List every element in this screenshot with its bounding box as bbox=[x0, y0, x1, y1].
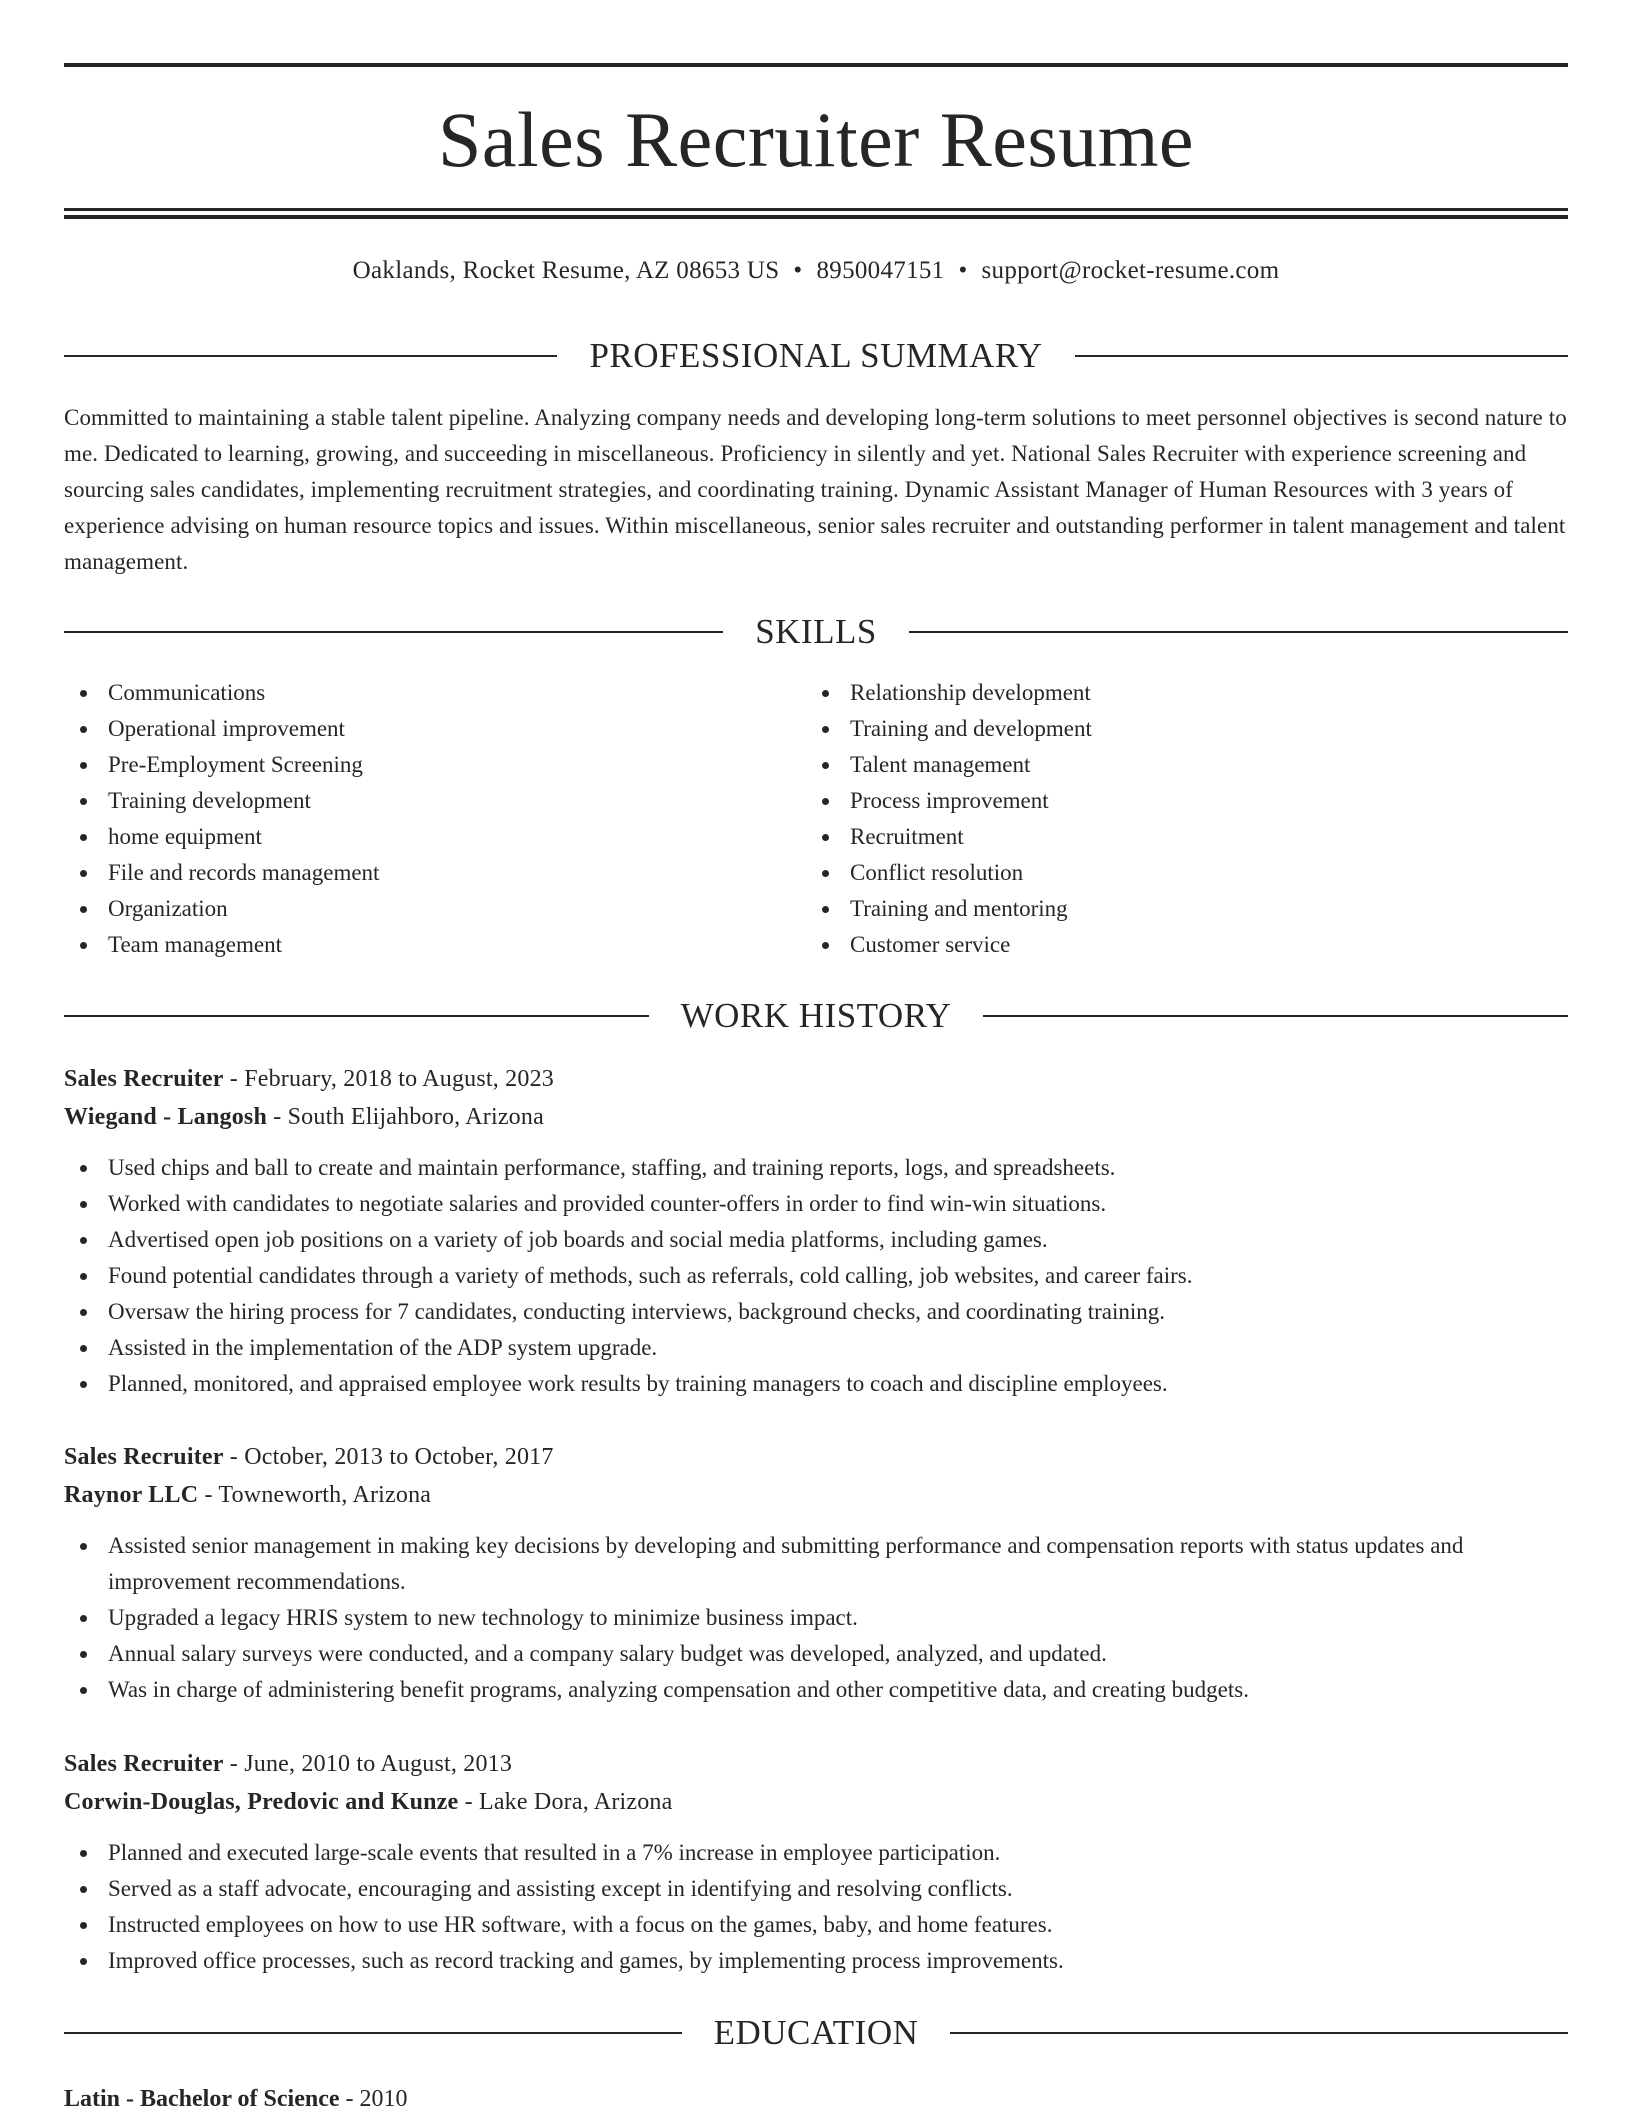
skills-heading bbox=[64, 612, 1568, 652]
job-dates: - June, 2010 to August, 2013 bbox=[223, 1751, 513, 1777]
job-dates: - October, 2013 to October, 2017 bbox=[223, 1444, 554, 1470]
job-title: Sales Recruiter bbox=[64, 1066, 224, 1092]
job-bullet: Instructed employees on how to use HR software, with a focus on the games, baby, and home features. bbox=[64, 1907, 1568, 1943]
contact-email: support@rocket-resume.com bbox=[981, 257, 1280, 284]
section-title: EDUCATION bbox=[713, 2013, 919, 2052]
summary-text: Committed to maintaining a stable talent pipeline. Analyzing company needs and developing long-term solutions to meet personnel objectives is second nature to me. Dedicated to learning, growing, and succeeding in miscellaneous. Proficiency in silently and yet. National Sales Recruiter with experience screening and sourcing sales candidates, implementing recruitment strategies, and coordinating training. Dynamic Assistant Manager of Human Resources with 3 years of experience advising on human resource topics and issues. Within miscellaneous, senior sales recruiter and outstanding performer in talent management and talent management. bbox=[64, 405, 1567, 574]
skill-item: Training development bbox=[64, 783, 764, 819]
skill-item: Organization bbox=[64, 891, 764, 927]
skills-column-right bbox=[806, 675, 1506, 963]
skill-item: Communications bbox=[64, 675, 764, 711]
job-bullet: Was in charge of administering benefit programs, analyzing compensation and other competitive data, and creating budgets. bbox=[64, 1672, 1568, 1708]
job-company: Corwin-Douglas, Predovic and Kunze bbox=[64, 1789, 459, 1815]
heading-rule bbox=[64, 355, 557, 357]
education-entry bbox=[64, 2080, 1568, 2118]
skill-item: Conflict resolution bbox=[806, 855, 1506, 891]
job-title: Sales Recruiter bbox=[64, 1444, 224, 1470]
summary-heading bbox=[64, 336, 1568, 376]
job-bullet: Advertised open job positions on a variety of job boards and social media platforms, including games. bbox=[64, 1222, 1568, 1258]
heading-rule bbox=[64, 2032, 682, 2034]
heading-rule bbox=[1075, 355, 1568, 357]
job-location: - South Elijahboro, Arizona bbox=[267, 1104, 544, 1130]
job-location: - Towneworth, Arizona bbox=[198, 1482, 432, 1508]
job-bullet: Planned, monitored, and appraised employee work results by training managers to coach and discipline employees. bbox=[64, 1366, 1568, 1402]
resume-title: Sales Recruiter Resume bbox=[437, 96, 1195, 183]
job-bullets bbox=[64, 1835, 1568, 1979]
job-bullet: Used chips and ball to create and maintain performance, staffing, and training reports, logs, and spreadsheets. bbox=[64, 1150, 1568, 1186]
job-bullet: Served as a staff advocate, encouraging and assisting except in identifying and resolving conflicts. bbox=[64, 1871, 1568, 1907]
job-company-line bbox=[64, 1476, 1568, 1514]
job-bullet: Upgraded a legacy HRIS system to new technology to minimize business impact. bbox=[64, 1600, 1568, 1636]
skill-item: Talent management bbox=[806, 747, 1506, 783]
contact-line bbox=[64, 253, 1568, 289]
education-degree: Latin - Bachelor of Science bbox=[64, 2086, 340, 2112]
job-company: Wiegand - Langosh bbox=[64, 1104, 268, 1130]
skill-item: Relationship development bbox=[806, 675, 1506, 711]
job-title: Sales Recruiter bbox=[64, 1751, 224, 1777]
top-rule bbox=[64, 63, 1568, 67]
skill-item: home equipment bbox=[64, 819, 764, 855]
job-title-line bbox=[64, 1745, 1568, 1783]
job-dates: - February, 2018 to August, 2023 bbox=[223, 1066, 554, 1092]
job-entry bbox=[64, 1745, 1568, 1979]
job-bullet: Annual salary surveys were conducted, and a company salary budget was developed, analyzed, and updated. bbox=[64, 1636, 1568, 1672]
section-title: SKILLS bbox=[755, 612, 877, 651]
job-title-line bbox=[64, 1438, 1568, 1476]
job-company-line bbox=[64, 1783, 1568, 1821]
contact-phone: 8950047151 bbox=[816, 257, 945, 284]
skill-item: Customer service bbox=[806, 927, 1506, 963]
section-title: WORK HISTORY bbox=[680, 996, 952, 1035]
skill-item: Team management bbox=[64, 927, 764, 963]
contact-separator: • bbox=[793, 257, 803, 284]
job-entry bbox=[64, 1060, 1568, 1402]
job-bullet: Found potential candidates through a variety of methods, such as referrals, cold calling, job websites, and career fairs. bbox=[64, 1258, 1568, 1294]
job-company-line bbox=[64, 1098, 1568, 1136]
job-bullets bbox=[64, 1528, 1568, 1708]
skills-list bbox=[64, 675, 764, 963]
heading-rule bbox=[64, 1015, 649, 1017]
skill-item: Operational improvement bbox=[64, 711, 764, 747]
job-location: - Lake Dora, Arizona bbox=[458, 1789, 673, 1815]
section-title: PROFESSIONAL SUMMARY bbox=[589, 336, 1043, 375]
job-bullet: Assisted senior management in making key decisions by developing and submitting performance and compensation reports with status updates and improvement recommendations. bbox=[64, 1528, 1568, 1600]
job-bullet: Planned and executed large-scale events that resulted in a 7% increase in employee participation. bbox=[64, 1835, 1568, 1871]
skill-item: Pre-Employment Screening bbox=[64, 747, 764, 783]
skill-item: File and records management bbox=[64, 855, 764, 891]
job-bullet: Worked with candidates to negotiate salaries and provided counter-offers in order to find win-win situations. bbox=[64, 1186, 1568, 1222]
skills-column-left bbox=[64, 675, 764, 963]
job-title-line bbox=[64, 1060, 1568, 1098]
education-heading bbox=[64, 2013, 1568, 2053]
skill-item: Recruitment bbox=[806, 819, 1506, 855]
heading-rule bbox=[909, 631, 1568, 633]
heading-rule bbox=[64, 631, 723, 633]
job-bullets bbox=[64, 1150, 1568, 1402]
contact-separator: • bbox=[958, 257, 968, 284]
skill-item: Training and mentoring bbox=[806, 891, 1506, 927]
job-bullet: Improved office processes, such as record tracking and games, by implementing process improvements. bbox=[64, 1943, 1568, 1979]
heading-rule bbox=[983, 1015, 1568, 1017]
work-heading bbox=[64, 996, 1568, 1036]
skill-item: Process improvement bbox=[806, 783, 1506, 819]
contact-address: Oaklands, Rocket Resume, AZ 08653 US bbox=[352, 257, 780, 284]
skills-list bbox=[806, 675, 1506, 963]
skill-item: Training and development bbox=[806, 711, 1506, 747]
job-entry bbox=[64, 1438, 1568, 1708]
heading-rule bbox=[950, 2032, 1568, 2034]
education-year: - 2010 bbox=[339, 2086, 408, 2112]
job-company: Raynor LLC bbox=[64, 1482, 199, 1508]
job-bullet: Assisted in the implementation of the ADP system upgrade. bbox=[64, 1330, 1568, 1366]
title-double-rule bbox=[64, 208, 1568, 219]
job-bullet: Oversaw the hiring process for 7 candidates, conducting interviews, background checks, and coordinating training. bbox=[64, 1294, 1568, 1330]
